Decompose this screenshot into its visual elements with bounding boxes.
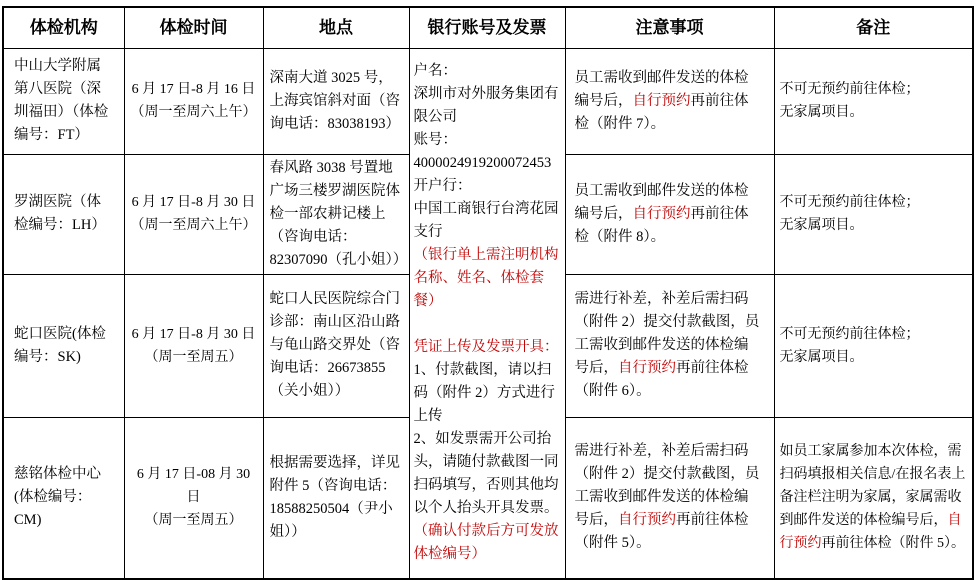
text-line [129, 346, 259, 369]
text-segment: 6 月 17 日-08 月 30 日 [136, 467, 251, 506]
text-segment: 再前往体检（附件 8）。 [574, 205, 749, 245]
text-line [575, 180, 763, 249]
emphasis-red-text: 自行预约 [618, 360, 676, 376]
notes-cell [565, 48, 774, 154]
column-header-org: 体检机构 [3, 7, 124, 48]
text-segment: 蛇口医院(体检编号：SK) [14, 325, 106, 365]
text-line [575, 67, 763, 136]
text-line [14, 323, 114, 369]
text-segment: 春风路 3038 号置地广场三楼罗湖医院体检一部农耕记楼上（咨询电话：82307090（孔小姐）） [269, 159, 408, 268]
column-header-time: 体检时间 [124, 7, 263, 48]
text-segment: 6 月 17 日-8 月 30 日 [131, 195, 256, 210]
text-segment: 根据需要选择，详见附件 5（咨询电话：18588250504（尹小姐）） [269, 454, 400, 540]
emphasis-red-text: 自行预约 [618, 512, 676, 529]
emphasis-red-text: （确认付款后方可发放体检编号） [413, 523, 559, 563]
text-line [14, 486, 114, 509]
notes-cell [565, 154, 774, 274]
text-line [575, 288, 763, 403]
text-line [780, 440, 968, 555]
remarks-cell [774, 154, 973, 274]
text-segment: 蛇口人民医院综合门诊部：南山区沿山路与龟山路交界处（咨询电话：26673855（关小姐）） [269, 291, 400, 399]
remarks-cell [774, 417, 973, 579]
text-segment: 再前往体检（附件 7）。 [574, 92, 749, 132]
health-check-table [2, 6, 974, 580]
text-segment: 深圳市对外服务集团有限公司 [413, 86, 559, 126]
text-line [269, 157, 408, 272]
text-line [414, 60, 561, 83]
text-line [414, 198, 561, 244]
text-line [270, 452, 403, 544]
time-cell [124, 417, 263, 579]
text-line [780, 101, 968, 124]
text-line [575, 440, 763, 555]
text-line [270, 288, 403, 403]
remarks-cell [774, 48, 973, 154]
text-segment: 6 月 17 日-8 月 16 日 [131, 82, 256, 97]
text-line [129, 509, 259, 532]
text-line [129, 191, 259, 214]
text-line [414, 244, 561, 313]
time-cell [124, 274, 263, 417]
text-line [780, 323, 968, 346]
time-cell [124, 48, 263, 154]
emphasis-red-text: （银行单上需注明机构名称、姓名、体检套餐） [413, 247, 559, 310]
remarks-cell [774, 274, 973, 417]
org-cell [3, 417, 124, 579]
time-cell [124, 154, 263, 274]
text-segment: 开户行： [413, 178, 472, 195]
text-segment: （周一至周五） [144, 513, 243, 529]
text-line [129, 78, 259, 101]
text-line [414, 129, 561, 152]
text-segment: 无家属项目。 [779, 218, 864, 233]
notes-cell [565, 417, 774, 579]
text-line [14, 463, 114, 486]
bank-invoice-cell [409, 48, 565, 579]
column-header-remarks: 备注 [774, 7, 973, 48]
org-cell [3, 154, 124, 274]
text-line [129, 323, 259, 346]
text-line [414, 336, 561, 359]
header-row [3, 7, 973, 48]
text-segment: 员工需收到邮件发送的体检编号后， [574, 69, 749, 109]
text-segment: 中山大学附属第八医院（深圳福田）（体检编号：FT） [14, 58, 109, 143]
text-line [414, 313, 561, 336]
text-segment: 账号： [413, 132, 457, 149]
text-line [780, 191, 968, 214]
text-line [414, 359, 561, 428]
text-segment: 员工需收到邮件发送的体检编号后， [574, 182, 749, 222]
place-cell [263, 417, 409, 579]
text-segment: 6 月 17 日-8 月 30 日 [131, 326, 256, 342]
text-segment: CM) [14, 512, 42, 529]
text-line [129, 214, 259, 237]
text-segment: 户名： [413, 63, 457, 80]
text-segment: 中国工商银行台湾花园支行 [413, 201, 559, 241]
text-segment: 无家属项目。 [779, 349, 864, 365]
text-line [414, 83, 561, 129]
column-header-bank: 银行账号及发票 [409, 7, 565, 48]
text-segment: （周一至周六上午） [130, 218, 257, 233]
column-header-notes: 注意事项 [565, 7, 774, 48]
text-segment: （周一至周六上午） [130, 105, 257, 120]
text-segment: 需进行补差，补差后需扫码（附件 2）提交付款截图，员工需收到邮件发送的体检编号后， [574, 443, 760, 529]
text-line [129, 463, 259, 509]
text-segment: 不可无预约前往体检； [779, 82, 920, 97]
text-line [14, 55, 114, 147]
emphasis-red-text: 凭证上传及发票开具： [413, 339, 559, 356]
text-segment: 4000024919200072453 [413, 155, 552, 172]
text-line [780, 346, 968, 369]
emphasis-red-text: 自行预约 [632, 92, 691, 109]
table-row [3, 48, 973, 154]
text-line [14, 191, 114, 237]
text-line [270, 67, 403, 136]
text-segment: 不可无预约前往体检； [779, 326, 920, 342]
text-segment: 再前往体检（附件 5）。 [821, 536, 965, 552]
place-cell [263, 274, 409, 417]
text-line [14, 509, 114, 532]
text-segment: 罗湖医院（体检编号：LH） [14, 194, 106, 233]
text-segment: （周一至周五） [144, 349, 243, 365]
text-line [129, 101, 259, 124]
place-cell [263, 154, 409, 274]
text-segment: 2、如发票需开公司抬头，请随付款截图一同扫码填写，否则其他均以个人抬头开具发票。 [413, 431, 559, 517]
text-segment: 慈铭体检中心 [14, 466, 101, 483]
text-segment: 1、付款截图，请以扫码（附件 2）方式进行上传 [413, 362, 555, 425]
place-cell [263, 48, 409, 154]
column-header-place: 地点 [263, 7, 409, 48]
text-segment: 再前往体检（附件 5）。 [574, 512, 749, 552]
text-segment: 需进行补差，补差后需扫码（附件 2）提交付款截图，员工需收到邮件发送的体检编号后， [574, 291, 760, 376]
text-segment: 再前往体检（附件 6）。 [574, 360, 749, 399]
text-segment: 如员工家属参加本次体检，需扫码填报相关信息/在报名表上备注栏注明为家属，家属需收到邮件发送的体检编号后， [779, 444, 966, 529]
text-line [414, 428, 561, 520]
notes-cell [565, 274, 774, 417]
emphasis-red-text: 自行预约 [632, 205, 691, 222]
org-cell [3, 274, 124, 417]
text-line [780, 214, 968, 237]
org-cell [3, 48, 124, 154]
text-segment: 不可无预约前往体检； [779, 195, 920, 210]
text-segment: 无家属项目。 [779, 105, 864, 120]
text-segment: (体检编号： [14, 489, 92, 506]
text-line [780, 78, 968, 101]
text-segment: 深南大道 3025 号，上海宾馆斜对面（咨询电话：83038193） [269, 69, 400, 132]
text-line [414, 175, 561, 198]
text-line [414, 152, 561, 175]
emphasis-red-text: 自行预约 [779, 513, 962, 552]
text-line [414, 520, 561, 566]
